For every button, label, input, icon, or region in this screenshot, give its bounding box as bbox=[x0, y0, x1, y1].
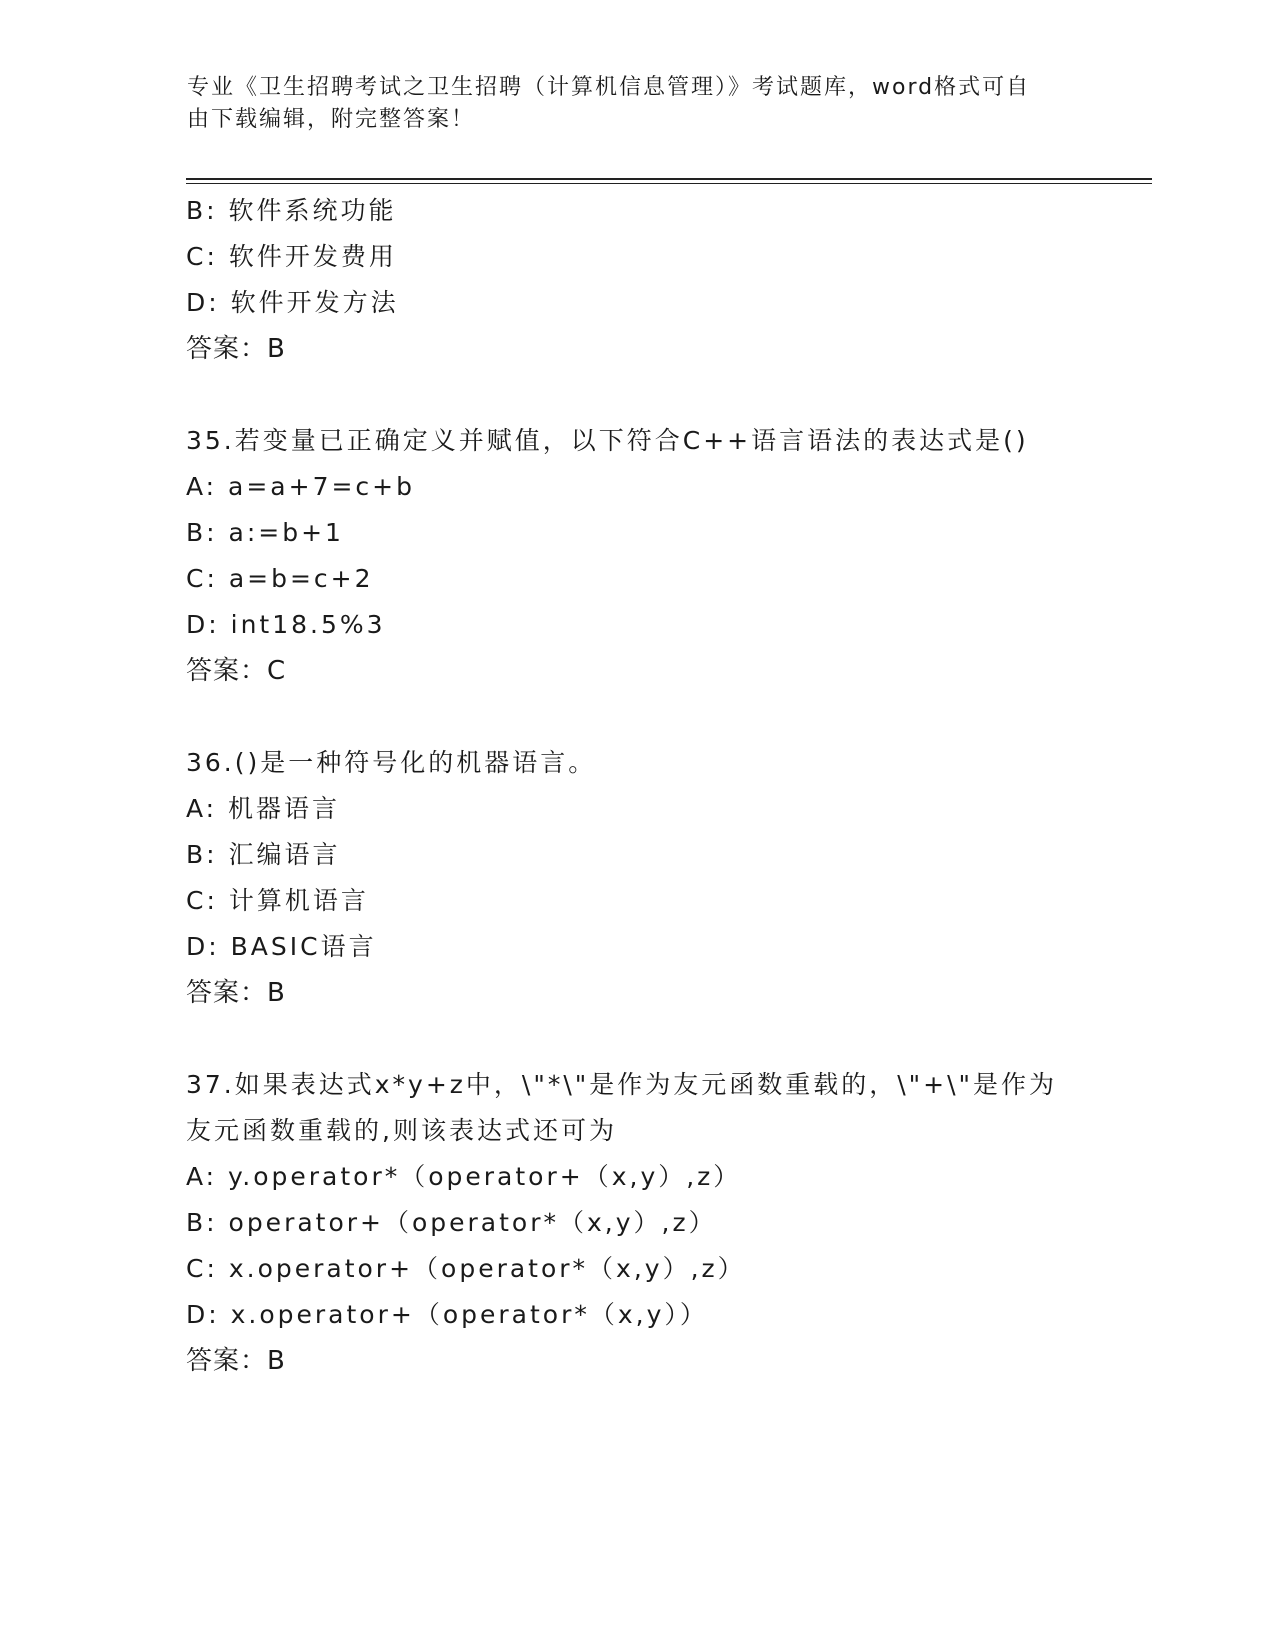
option-c: C: 计算机语言 bbox=[186, 886, 369, 915]
option-b: B: 软件系统功能 bbox=[186, 196, 397, 225]
option-c: C: 软件开发费用 bbox=[186, 242, 397, 271]
option-b: B: 汇编语言 bbox=[186, 840, 341, 869]
header-line-1: 专业《卫生招聘考试之卫生招聘（计算机信息管理）》考试题库，word格式可自 bbox=[187, 75, 1031, 100]
option-d: D: 软件开发方法 bbox=[186, 288, 399, 317]
option-a: A: 机器语言 bbox=[186, 794, 341, 823]
question-35: 35.若变量已正确定义并赋值，以下符合C++语言语法的表达式是() bbox=[186, 426, 1029, 455]
question-list bbox=[186, 188, 1086, 1384]
question-37-line-2: 友元函数重载的,则该表达式还可为 bbox=[186, 1116, 617, 1145]
option-a: A: a=a+7=c+b bbox=[186, 472, 415, 501]
option-c: C: x.operator+（operator*（x,y）,z） bbox=[186, 1254, 746, 1283]
header-divider bbox=[186, 178, 1152, 180]
answer: 答案：C bbox=[186, 656, 287, 686]
option-a: A: y.operator*（operator+（x,y）,z） bbox=[186, 1162, 742, 1191]
header-divider-thin bbox=[186, 183, 1152, 184]
option-d: D: x.operator+（operator*（x,y）） bbox=[186, 1300, 708, 1329]
answer: 答案：B bbox=[186, 1346, 286, 1376]
option-c: C: a=b=c+2 bbox=[186, 564, 374, 593]
header-line-2: 由下载编辑，附完整答案！ bbox=[187, 107, 476, 132]
option-d: D: int18.5%3 bbox=[186, 610, 386, 639]
document-header bbox=[187, 72, 1087, 136]
answer: 答案：B bbox=[186, 334, 286, 364]
question-36: 36.()是一种符号化的机器语言。 bbox=[186, 748, 597, 777]
option-b: B: operator+（operator*（x,y）,z） bbox=[186, 1208, 717, 1237]
answer: 答案：B bbox=[186, 978, 286, 1008]
question-37-line-1: 37.如果表达式x*y+z中，\"*\"是作为友元函数重载的，\"+\"是作为 bbox=[186, 1070, 1058, 1099]
option-d: D: BASIC语言 bbox=[186, 932, 377, 961]
option-b: B: a:=b+1 bbox=[186, 518, 344, 547]
